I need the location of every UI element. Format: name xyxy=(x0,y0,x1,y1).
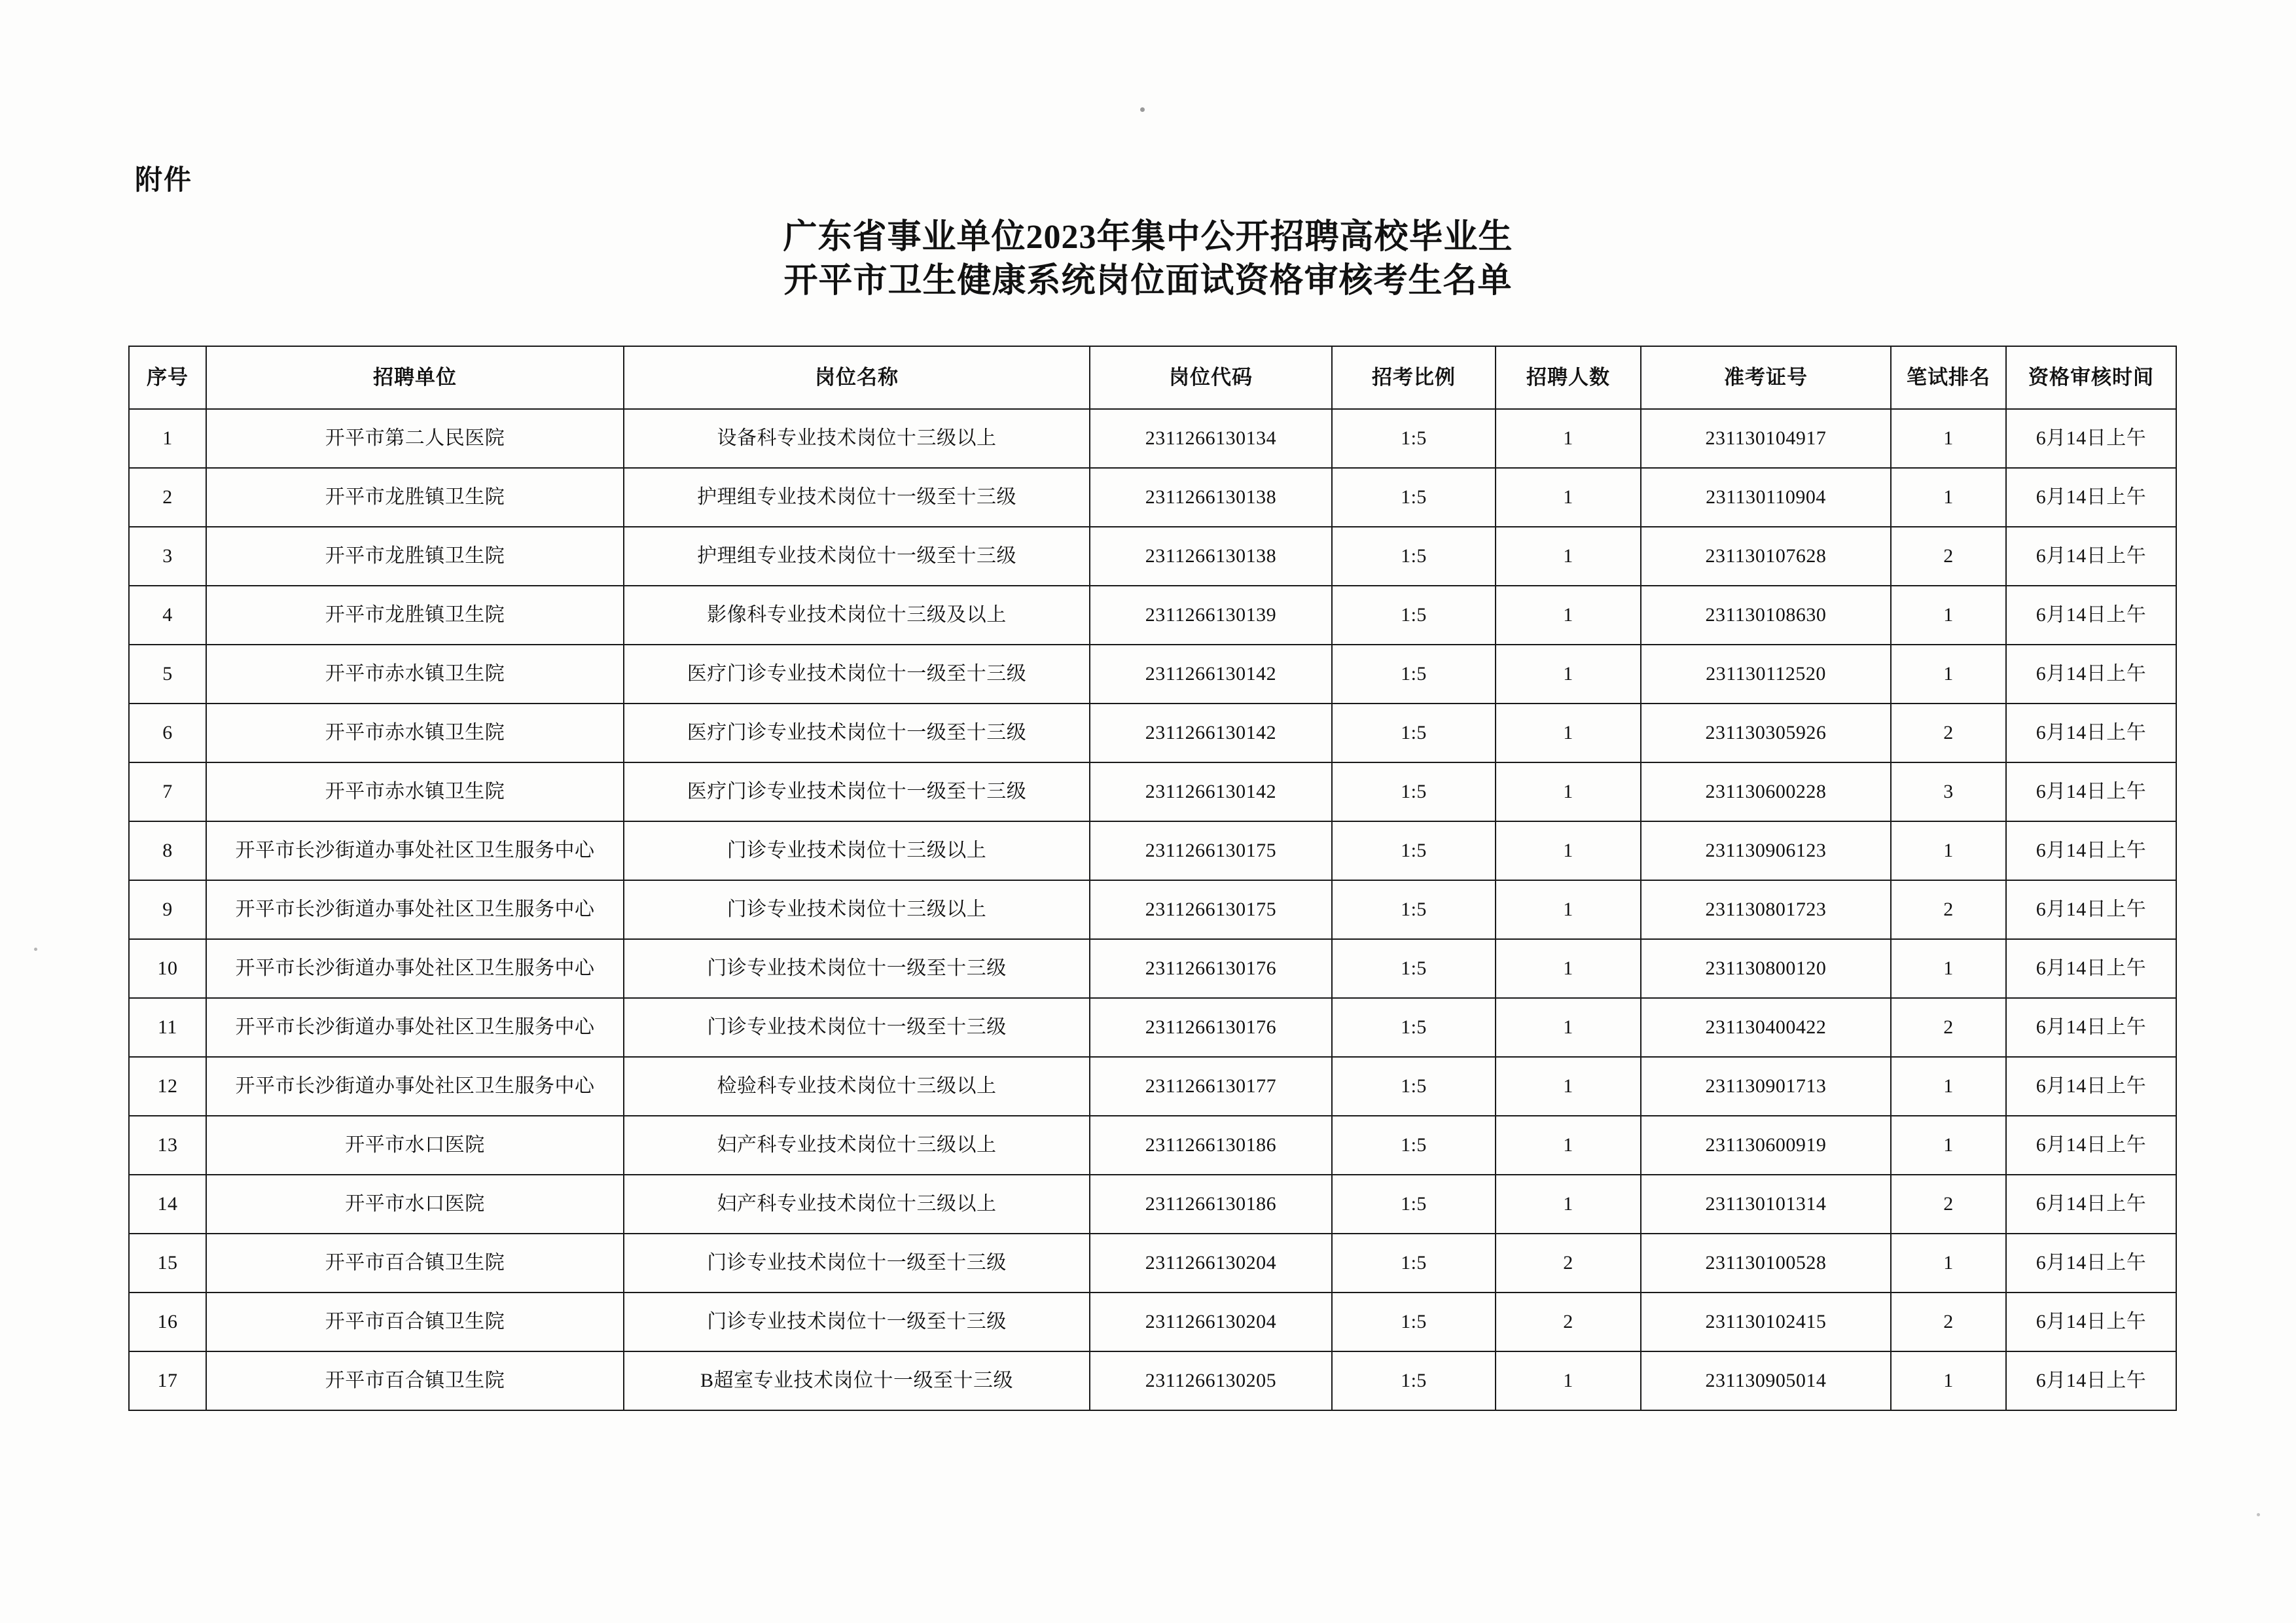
cell-count: 1 xyxy=(1496,821,1641,880)
cell-count: 1 xyxy=(1496,704,1641,762)
cell-unit: 开平市赤水镇卫生院 xyxy=(206,704,624,762)
cell-post: 检验科专业技术岗位十三级以上 xyxy=(624,1057,1090,1116)
cell-count: 1 xyxy=(1496,1057,1641,1116)
cell-rank: 2 xyxy=(1891,527,2006,586)
cell-unit: 开平市龙胜镇卫生院 xyxy=(206,586,624,645)
cell-date: 6月14日上午 xyxy=(2006,586,2176,645)
column-header-count: 招聘人数 xyxy=(1496,346,1641,409)
cell-count: 2 xyxy=(1496,1293,1641,1351)
cell-rank: 2 xyxy=(1891,1293,2006,1351)
table-row xyxy=(129,998,2176,1057)
column-header-code: 岗位代码 xyxy=(1090,346,1332,409)
cell-num: 16 xyxy=(129,1293,206,1351)
table-row xyxy=(129,586,2176,645)
cell-code: 2311266130186 xyxy=(1090,1116,1332,1175)
cell-post: 医疗门诊专业技术岗位十一级至十三级 xyxy=(624,704,1090,762)
cell-date: 6月14日上午 xyxy=(2006,880,2176,939)
cell-ratio: 1:5 xyxy=(1332,645,1496,704)
cell-code: 2311266130177 xyxy=(1090,1057,1332,1116)
cell-rank: 1 xyxy=(1891,409,2006,468)
cell-date: 6月14日上午 xyxy=(2006,409,2176,468)
cell-unit: 开平市赤水镇卫生院 xyxy=(206,645,624,704)
cell-count: 1 xyxy=(1496,1351,1641,1410)
table-row xyxy=(129,1057,2176,1116)
cell-num: 12 xyxy=(129,1057,206,1116)
cell-ticket: 231130100528 xyxy=(1641,1234,1891,1293)
cell-date: 6月14日上午 xyxy=(2006,821,2176,880)
cell-code: 2311266130176 xyxy=(1090,939,1332,998)
roster-table-body xyxy=(129,409,2176,1410)
cell-num: 6 xyxy=(129,704,206,762)
cell-unit: 开平市龙胜镇卫生院 xyxy=(206,527,624,586)
cell-post: 门诊专业技术岗位十一级至十三级 xyxy=(624,1293,1090,1351)
cell-rank: 1 xyxy=(1891,1351,2006,1410)
column-header-unit: 招聘单位 xyxy=(206,346,624,409)
cell-num: 13 xyxy=(129,1116,206,1175)
table-row xyxy=(129,1175,2176,1234)
cell-count: 1 xyxy=(1496,409,1641,468)
scan-speck xyxy=(2257,1513,2260,1516)
cell-date: 6月14日上午 xyxy=(2006,1175,2176,1234)
cell-date: 6月14日上午 xyxy=(2006,998,2176,1057)
cell-ticket: 231130600919 xyxy=(1641,1116,1891,1175)
cell-ticket: 231130108630 xyxy=(1641,586,1891,645)
cell-code: 2311266130142 xyxy=(1090,645,1332,704)
cell-rank: 3 xyxy=(1891,762,2006,821)
cell-ticket: 231130102415 xyxy=(1641,1293,1891,1351)
cell-rank: 1 xyxy=(1891,1116,2006,1175)
table-row xyxy=(129,939,2176,998)
cell-ratio: 1:5 xyxy=(1332,704,1496,762)
cell-rank: 1 xyxy=(1891,586,2006,645)
cell-ticket: 231130110904 xyxy=(1641,468,1891,527)
cell-code: 2311266130176 xyxy=(1090,998,1332,1057)
cell-ratio: 1:5 xyxy=(1332,762,1496,821)
cell-post: 门诊专业技术岗位十一级至十三级 xyxy=(624,998,1090,1057)
cell-ticket: 231130801723 xyxy=(1641,880,1891,939)
cell-code: 2311266130134 xyxy=(1090,409,1332,468)
cell-num: 10 xyxy=(129,939,206,998)
table-row xyxy=(129,468,2176,527)
cell-code: 2311266130186 xyxy=(1090,1175,1332,1234)
cell-post: 医疗门诊专业技术岗位十一级至十三级 xyxy=(624,645,1090,704)
table-row xyxy=(129,821,2176,880)
cell-num: 17 xyxy=(129,1351,206,1410)
cell-rank: 1 xyxy=(1891,1057,2006,1116)
cell-code: 2311266130204 xyxy=(1090,1293,1332,1351)
cell-post: 护理组专业技术岗位十一级至十三级 xyxy=(624,468,1090,527)
cell-ticket: 231130600228 xyxy=(1641,762,1891,821)
cell-count: 1 xyxy=(1496,468,1641,527)
table-row xyxy=(129,1116,2176,1175)
cell-ticket: 231130906123 xyxy=(1641,821,1891,880)
cell-unit: 开平市长沙街道办事处社区卫生服务中心 xyxy=(206,821,624,880)
cell-unit: 开平市长沙街道办事处社区卫生服务中心 xyxy=(206,880,624,939)
cell-post: 门诊专业技术岗位十三级以上 xyxy=(624,821,1090,880)
cell-ratio: 1:5 xyxy=(1332,586,1496,645)
column-header-ratio: 招考比例 xyxy=(1332,346,1496,409)
table-row xyxy=(129,527,2176,586)
document-title xyxy=(0,216,2296,303)
cell-post: 门诊专业技术岗位十一级至十三级 xyxy=(624,1234,1090,1293)
cell-unit: 开平市赤水镇卫生院 xyxy=(206,762,624,821)
cell-num: 14 xyxy=(129,1175,206,1234)
cell-count: 1 xyxy=(1496,1116,1641,1175)
column-header-date: 资格审核时间 xyxy=(2006,346,2176,409)
roster-table xyxy=(128,346,2177,1411)
column-header-rank: 笔试排名 xyxy=(1891,346,2006,409)
cell-date: 6月14日上午 xyxy=(2006,1234,2176,1293)
attachment-label: 附件 xyxy=(135,166,193,196)
cell-ratio: 1:5 xyxy=(1332,527,1496,586)
cell-count: 1 xyxy=(1496,586,1641,645)
cell-rank: 1 xyxy=(1891,939,2006,998)
cell-num: 15 xyxy=(129,1234,206,1293)
cell-unit: 开平市水口医院 xyxy=(206,1116,624,1175)
cell-ticket: 231130112520 xyxy=(1641,645,1891,704)
cell-num: 8 xyxy=(129,821,206,880)
cell-ticket: 231130400422 xyxy=(1641,998,1891,1057)
cell-ticket: 231130107628 xyxy=(1641,527,1891,586)
cell-count: 1 xyxy=(1496,1175,1641,1234)
column-header-num: 序号 xyxy=(129,346,206,409)
cell-rank: 2 xyxy=(1891,998,2006,1057)
scan-speck xyxy=(1140,107,1145,112)
cell-date: 6月14日上午 xyxy=(2006,1351,2176,1410)
cell-post: 门诊专业技术岗位十三级以上 xyxy=(624,880,1090,939)
cell-rank: 2 xyxy=(1891,704,2006,762)
cell-post: 医疗门诊专业技术岗位十一级至十三级 xyxy=(624,762,1090,821)
table-row xyxy=(129,1234,2176,1293)
cell-ratio: 1:5 xyxy=(1332,998,1496,1057)
cell-unit: 开平市长沙街道办事处社区卫生服务中心 xyxy=(206,939,624,998)
column-header-post: 岗位名称 xyxy=(624,346,1090,409)
cell-date: 6月14日上午 xyxy=(2006,939,2176,998)
cell-num: 1 xyxy=(129,409,206,468)
cell-code: 2311266130175 xyxy=(1090,880,1332,939)
cell-unit: 开平市百合镇卫生院 xyxy=(206,1351,624,1410)
cell-ticket: 231130800120 xyxy=(1641,939,1891,998)
cell-ratio: 1:5 xyxy=(1332,1234,1496,1293)
cell-date: 6月14日上午 xyxy=(2006,645,2176,704)
cell-post: 妇产科专业技术岗位十三级以上 xyxy=(624,1116,1090,1175)
table-row xyxy=(129,645,2176,704)
cell-ticket: 231130104917 xyxy=(1641,409,1891,468)
cell-post: 影像科专业技术岗位十三级及以上 xyxy=(624,586,1090,645)
cell-unit: 开平市百合镇卫生院 xyxy=(206,1293,624,1351)
cell-post: 护理组专业技术岗位十一级至十三级 xyxy=(624,527,1090,586)
cell-date: 6月14日上午 xyxy=(2006,762,2176,821)
table-row xyxy=(129,1351,2176,1410)
cell-rank: 2 xyxy=(1891,1175,2006,1234)
table-row xyxy=(129,409,2176,468)
cell-unit: 开平市第二人民医院 xyxy=(206,409,624,468)
table-row xyxy=(129,704,2176,762)
cell-rank: 1 xyxy=(1891,645,2006,704)
cell-rank: 2 xyxy=(1891,880,2006,939)
cell-rank: 1 xyxy=(1891,1234,2006,1293)
cell-num: 5 xyxy=(129,645,206,704)
table-row xyxy=(129,1293,2176,1351)
cell-ratio: 1:5 xyxy=(1332,1293,1496,1351)
cell-count: 1 xyxy=(1496,527,1641,586)
cell-count: 1 xyxy=(1496,998,1641,1057)
cell-num: 4 xyxy=(129,586,206,645)
cell-ratio: 1:5 xyxy=(1332,468,1496,527)
table-row xyxy=(129,880,2176,939)
cell-num: 11 xyxy=(129,998,206,1057)
cell-ticket: 231130305926 xyxy=(1641,704,1891,762)
cell-num: 9 xyxy=(129,880,206,939)
cell-code: 2311266130138 xyxy=(1090,527,1332,586)
cell-date: 6月14日上午 xyxy=(2006,704,2176,762)
cell-count: 1 xyxy=(1496,762,1641,821)
column-header-ticket: 准考证号 xyxy=(1641,346,1891,409)
cell-ticket: 231130101314 xyxy=(1641,1175,1891,1234)
cell-ratio: 1:5 xyxy=(1332,1175,1496,1234)
cell-rank: 1 xyxy=(1891,821,2006,880)
cell-ratio: 1:5 xyxy=(1332,821,1496,880)
roster-table-container xyxy=(128,346,2176,1411)
cell-num: 3 xyxy=(129,527,206,586)
cell-date: 6月14日上午 xyxy=(2006,527,2176,586)
cell-ratio: 1:5 xyxy=(1332,409,1496,468)
cell-ratio: 1:5 xyxy=(1332,939,1496,998)
cell-ratio: 1:5 xyxy=(1332,1057,1496,1116)
cell-date: 6月14日上午 xyxy=(2006,468,2176,527)
cell-ticket: 231130901713 xyxy=(1641,1057,1891,1116)
cell-count: 1 xyxy=(1496,939,1641,998)
title-line-1: 广东省事业单位2023年集中公开招聘高校毕业生 xyxy=(783,219,1513,256)
cell-post: 门诊专业技术岗位十一级至十三级 xyxy=(624,939,1090,998)
cell-post: 妇产科专业技术岗位十三级以上 xyxy=(624,1175,1090,1234)
cell-ratio: 1:5 xyxy=(1332,880,1496,939)
cell-unit: 开平市龙胜镇卫生院 xyxy=(206,468,624,527)
cell-count: 2 xyxy=(1496,1234,1641,1293)
cell-code: 2311266130142 xyxy=(1090,762,1332,821)
cell-date: 6月14日上午 xyxy=(2006,1293,2176,1351)
title-line-2: 开平市卫生健康系统岗位面试资格审核考生名单 xyxy=(783,262,1513,300)
cell-ratio: 1:5 xyxy=(1332,1116,1496,1175)
cell-unit: 开平市长沙街道办事处社区卫生服务中心 xyxy=(206,1057,624,1116)
cell-code: 2311266130175 xyxy=(1090,821,1332,880)
cell-unit: 开平市百合镇卫生院 xyxy=(206,1234,624,1293)
cell-post: B超室专业技术岗位十一级至十三级 xyxy=(624,1351,1090,1410)
cell-unit: 开平市长沙街道办事处社区卫生服务中心 xyxy=(206,998,624,1057)
cell-date: 6月14日上午 xyxy=(2006,1057,2176,1116)
cell-date: 6月14日上午 xyxy=(2006,1116,2176,1175)
cell-code: 2311266130204 xyxy=(1090,1234,1332,1293)
cell-count: 1 xyxy=(1496,880,1641,939)
table-header-row xyxy=(129,346,2176,409)
cell-unit: 开平市水口医院 xyxy=(206,1175,624,1234)
cell-post: 设备科专业技术岗位十三级以上 xyxy=(624,409,1090,468)
cell-num: 2 xyxy=(129,468,206,527)
cell-code: 2311266130139 xyxy=(1090,586,1332,645)
cell-code: 2311266130205 xyxy=(1090,1351,1332,1410)
scan-speck xyxy=(34,948,37,951)
cell-count: 1 xyxy=(1496,645,1641,704)
cell-code: 2311266130138 xyxy=(1090,468,1332,527)
cell-rank: 1 xyxy=(1891,468,2006,527)
table-row xyxy=(129,762,2176,821)
cell-ticket: 231130905014 xyxy=(1641,1351,1891,1410)
cell-code: 2311266130142 xyxy=(1090,704,1332,762)
cell-num: 7 xyxy=(129,762,206,821)
cell-ratio: 1:5 xyxy=(1332,1351,1496,1410)
